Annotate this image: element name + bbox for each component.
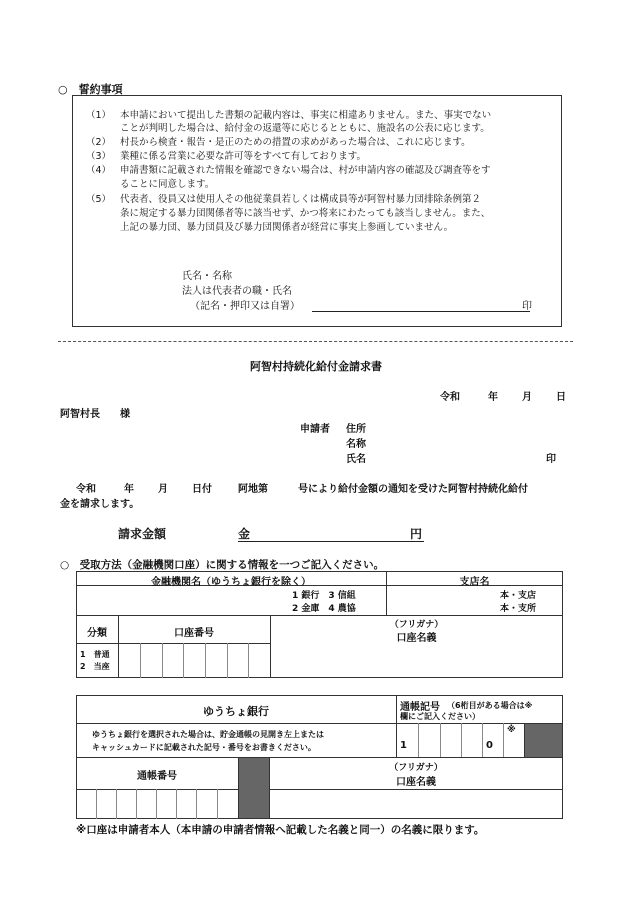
request-addressee: 阿智村長 様: [60, 409, 130, 420]
pledge-sign-rep-label: 法人は代表者の職・氏名: [182, 286, 292, 297]
pledge-item-1-line1: 本申請において提出した書類の記載内容は、事実に相違ありません。また、事実でない: [120, 110, 492, 121]
yucho-instruction-2: キャッシュカードに記載された記号・番号をお書きください。: [92, 743, 316, 752]
class-option-1[interactable]: 1 普通: [80, 650, 110, 659]
amount-suffix: 円: [410, 527, 423, 541]
yucho-title: ゆうちょ銀行: [203, 705, 269, 718]
request-title: 阿智村持続化給付金請求書: [250, 360, 382, 373]
pledge-item-3-line1: 業種に係る営業に必要な許可等をすべて有しております。: [120, 151, 367, 162]
pledge-item-5-num: （5）: [86, 194, 112, 205]
pledge-item-4-line1: 申請書類に記載された情報を確認できない場合は、村が申請内容の確認及び調査等をす: [120, 165, 491, 176]
pledge-item-3-num: （3）: [86, 151, 112, 162]
amount-prefix: 金: [238, 527, 251, 541]
class-header: 分類: [87, 628, 107, 639]
applicant-seal: 印: [546, 454, 556, 465]
yucho-asterisk: ※: [507, 725, 516, 735]
yucho-holder-label: 口座名義: [396, 777, 436, 788]
bank-name-header: 金融機関名（ゆうちょ銀行を除く）: [151, 577, 311, 588]
holder-kana-label: （フリガナ）: [389, 620, 444, 630]
pledge-sign-line[interactable]: [312, 311, 530, 312]
request-date-year: 年: [488, 392, 498, 403]
amount-field[interactable]: [238, 541, 424, 542]
branch-type-line2: 本・支所: [500, 604, 537, 614]
request-date-month: 月: [522, 392, 532, 403]
yucho-instruction-1: ゆうちょ銀行を選択された場合は、貯金通帳の見開き左上または: [92, 730, 324, 739]
body-rest: 号により給付金額の通知を受けた阿智村持続化給付: [298, 484, 528, 495]
yucho-symbol-digit-first: 1: [400, 740, 407, 751]
number-shaded-column: [238, 758, 269, 818]
class-option-2[interactable]: 2 当座: [80, 662, 110, 671]
pledge-heading: ○ 誓約事項: [58, 83, 123, 96]
body-era: 令和: [76, 484, 96, 495]
pledge-item-5-line3: 上記の暴力団、暴力団員及び暴力団関係者が経営に事実上参画していません。: [120, 222, 454, 233]
footnote: ※口座は申請者本人（本申請の申請者情報へ記載した名義と同一）の名義に限ります。: [76, 824, 485, 836]
receive-heading: ○ 受取方法（金融機関口座）に関する情報を一つご記入ください。: [60, 559, 385, 571]
body-year: 年: [124, 484, 134, 495]
amount-label: 請求金額: [118, 527, 167, 541]
section-divider: [58, 341, 573, 342]
body-line2: 金を請求します。: [60, 499, 140, 510]
account-number-header: 口座番号: [174, 628, 214, 639]
pledge-item-5-line2: 条に規定する暴力団関係者等に該当せず、かつ将来にわたっても該当しません。また、: [120, 208, 491, 219]
yucho-number-label: 通帳番号: [137, 771, 177, 782]
pledge-seal: 印: [522, 301, 532, 312]
pledge-item-1-line2: ことが判明した場合は、給付金の返還等に応じるとともに、施設名の公表に応じます。: [120, 123, 490, 134]
body-prefix: 阿地第: [238, 484, 268, 495]
pledge-item-1-num: （1）: [86, 110, 112, 121]
branch-name-header: 支店名: [459, 577, 490, 588]
applicant-org-label: 名称: [346, 439, 366, 450]
symbol-shaded-cell: [525, 724, 562, 757]
pledge-item-2-line1: 村長から検査・報告・是正のための措置の求めがあった場合は、これに応じます。: [120, 137, 471, 148]
request-date-era: 令和: [440, 392, 460, 403]
pledge-item-5-line1: 代表者、役員又は使用人その他従業員若しくは構成員等が阿智村暴力団排除条例第２: [120, 194, 482, 205]
yucho-symbol-note: （6桁目がある場合は※: [447, 701, 533, 710]
request-date-day: 日: [556, 392, 566, 403]
bank-type-line1: 1 銀行 3 信組: [292, 591, 356, 601]
body-month: 月: [158, 484, 168, 495]
pledge-item-2-num: （2）: [86, 137, 112, 148]
pledge-item-4-line2: ることに同意します。: [120, 179, 215, 190]
pledge-item-4-num: （4）: [86, 165, 112, 176]
applicant-address-label: 住所: [346, 424, 366, 435]
yucho-kana-label: （フリガナ）: [389, 763, 443, 773]
applicant-label: 申請者: [300, 424, 330, 435]
bank-type-line2: 2 金庫 4 農協: [292, 604, 356, 614]
yucho-symbol-label: 通帳記号: [400, 702, 440, 713]
yucho-symbol-digit-last: 0: [486, 740, 493, 751]
branch-type-line1: 本・支店: [500, 591, 537, 601]
body-day: 日付: [192, 484, 212, 495]
pledge-sign-note: （記名・押印又は自署）: [190, 301, 300, 312]
holder-label: 口座名義: [396, 633, 437, 644]
pledge-sign-name-label: 氏名・名称: [182, 271, 232, 282]
applicant-name-label: 氏名: [346, 454, 366, 465]
yucho-symbol-note2: 欄にご記入ください）: [400, 712, 480, 721]
